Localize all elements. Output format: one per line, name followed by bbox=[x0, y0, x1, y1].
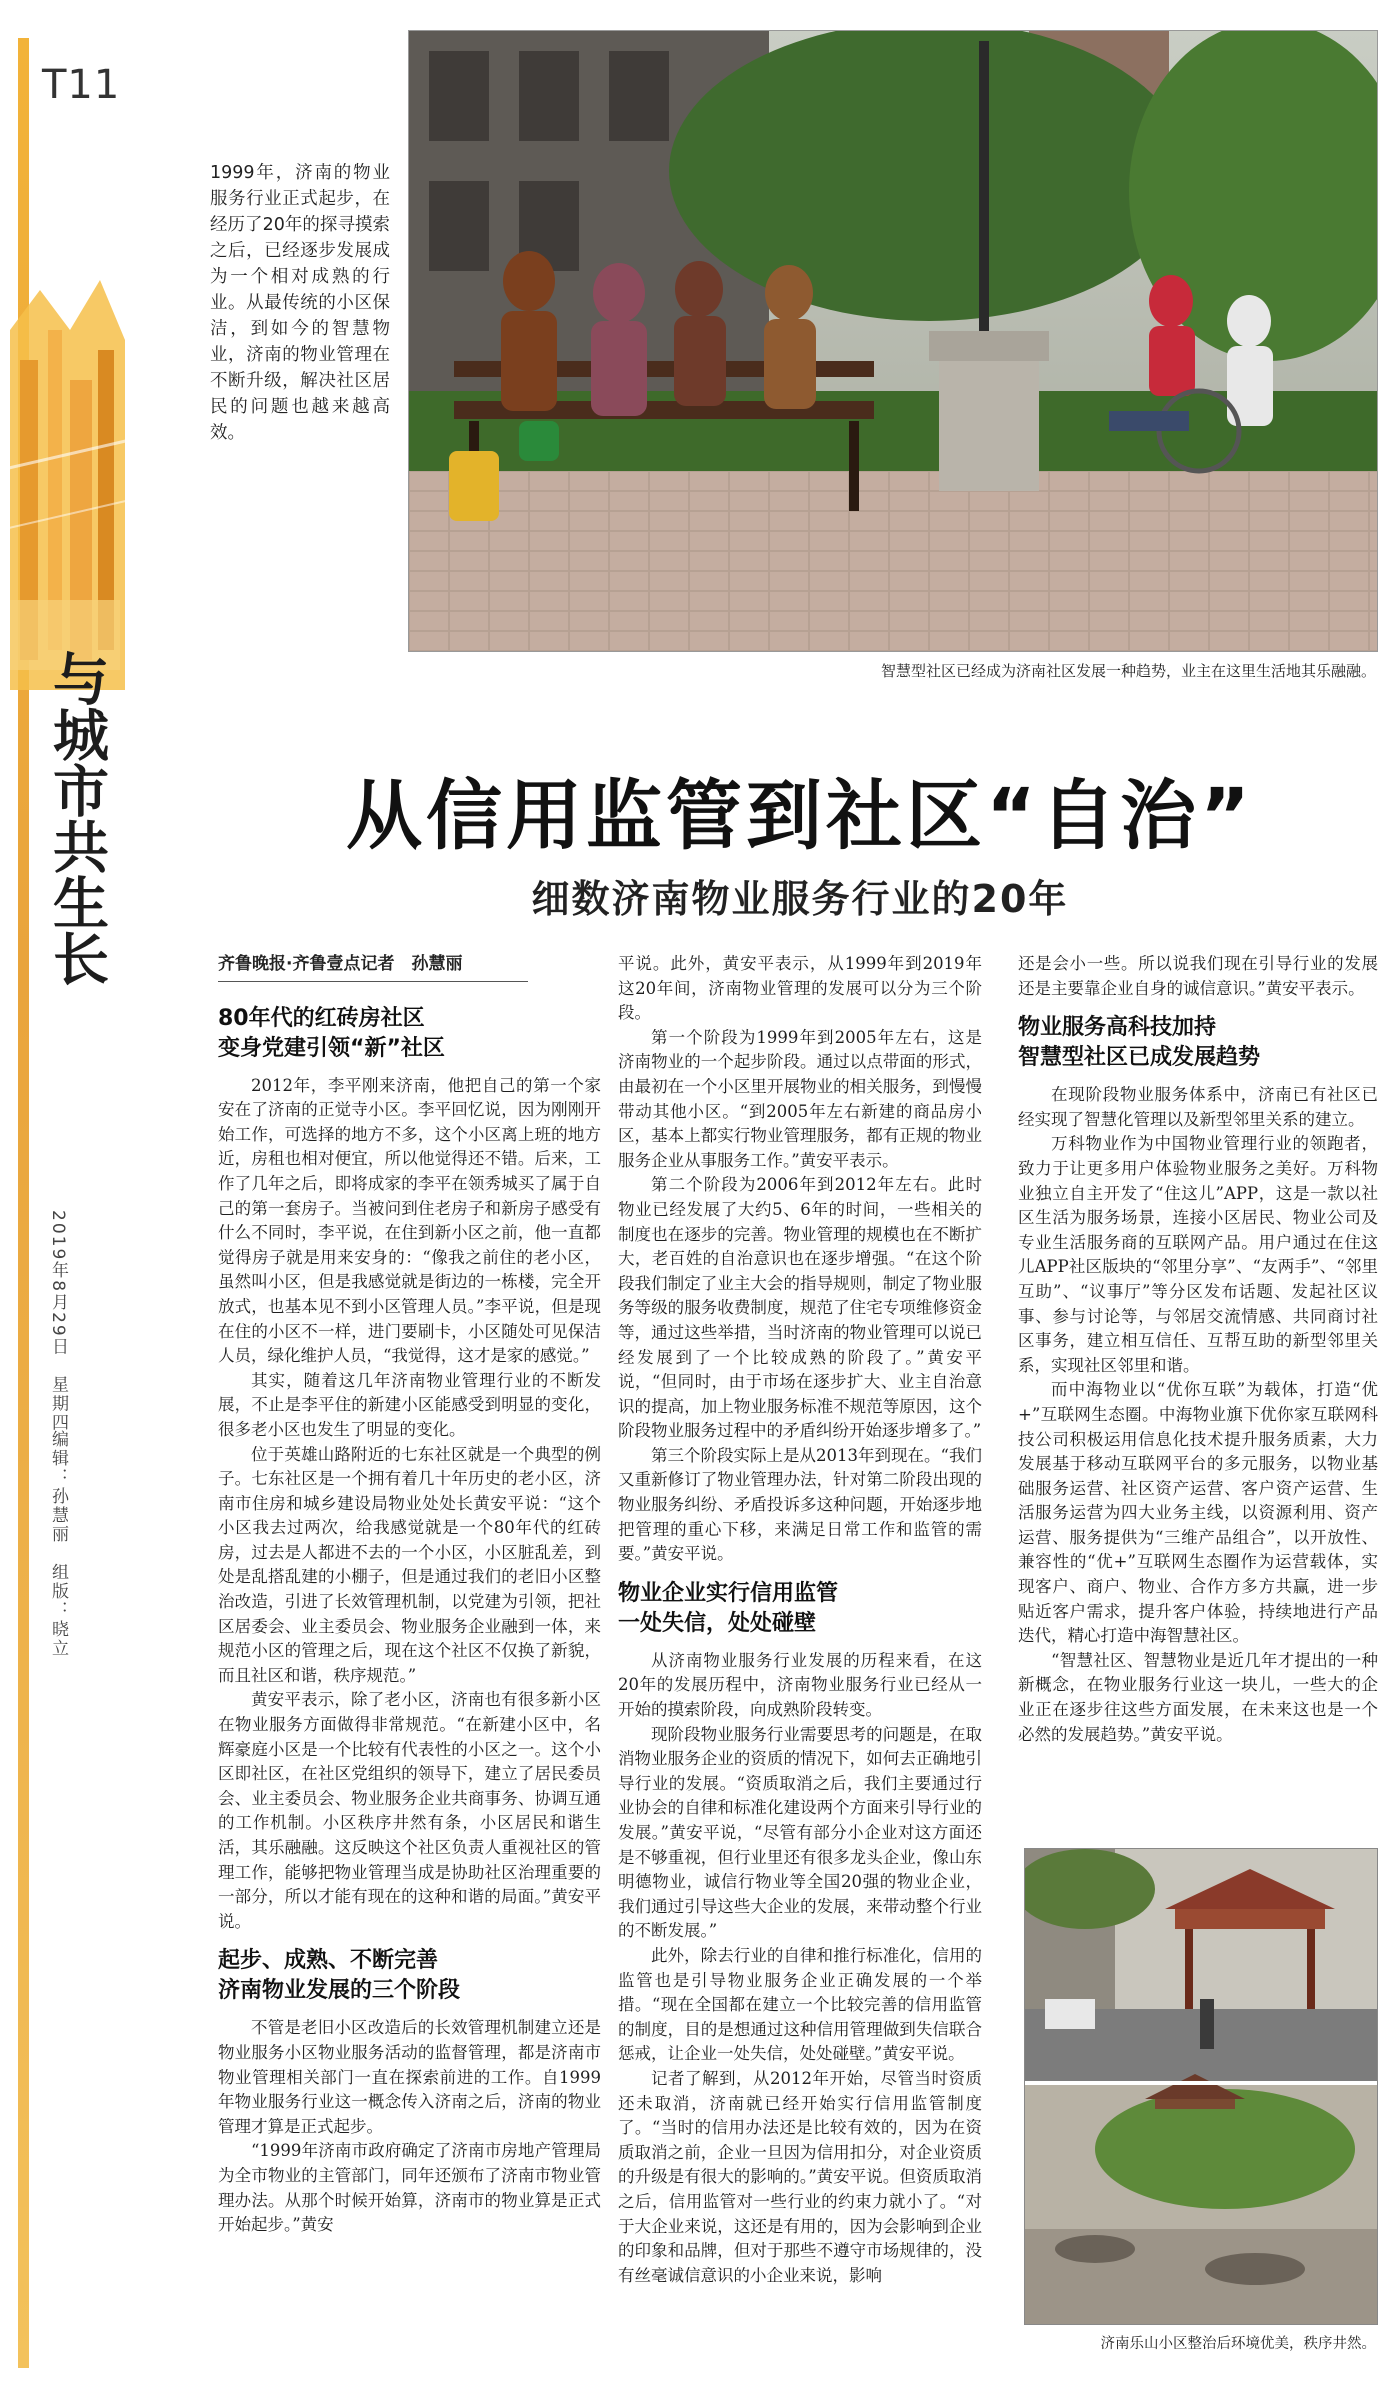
section-heading: 起步、成熟、不断完善 济南物业发展的三个阶段 bbox=[218, 1948, 461, 2004]
byline: 齐鲁晚报·齐鲁壹点记者 孙慧丽 bbox=[218, 952, 528, 982]
paragraph: 第一个阶段为1999年到2005年左右，这是济南物业的一个起步阶段。通过以点带面的形式，由最初在一个小区里开展物业的相关服务，到慢慢带动其他小区。“到2005年左右新建的商品房小区，基本上都实行物业管理服务，都有正规的物业服务企业从事服务工作。”黄安平表示。 bbox=[618, 1027, 982, 1170]
section-heading: 物业服务高科技加持 智慧型社区已成发展趋势 bbox=[1018, 1015, 1261, 1071]
paragraph: 此外，除去行业的自律和推行标准化，信用的监管也是引导物业服务企业正确发展的一个举措。“现在全国都在建立一个比较完善的信用监管的制度，目的是想通过这种信用管理做到失信联合惩戒，让企业一处失信，处处碰壁。”黄安平说。 bbox=[618, 1945, 982, 2064]
paragraph: 在现阶段物业服务体系中，济南已有社区已经实现了智慧化管理以及新型邻里关系的建立。 bbox=[1018, 1085, 1378, 1129]
paragraph: 第二个阶段为2006年到2012年左右。此时物业已经发展了大约5、6年的时间，一些相关的制度也在逐步的完善。物业管理的规模也在不断扩大，老百姓的自治意识也在逐步增强。“在这个阶段我们制定了业主大会的指导规则，制定了物业服务等级的服务收费制度，规范了住宅专项维修资金等，通过这些举措，当时济南的物业管理可以说已经发展到了一个比较成熟的阶段了。”黄安平说，“但同时，由于市场在逐步扩大、业主自治意识的提高，加上物业服务标准不规范等原因，这个阶段物业服务过程中的矛盾纠纷开始逐步增多了。” bbox=[618, 1175, 982, 1441]
paragraph: “1999年济南市政府确定了济南市房地产管理局为全市物业的主管部门，同年还颁布了济南市物业管理办法。从那个时候开始算，济南市的物业算是正式开始起步。”黄安 bbox=[218, 2141, 601, 2235]
top-photo-caption: 智慧型社区已经成为济南社区发展一种趋势，业主在这里生活地其乐融融。 bbox=[880, 662, 1376, 680]
paragraph: “智慧社区、智慧物业是近几年才提出的一种新概念，在物业服务行业这一块儿，一些大的企业正在逐步往这些方面发展，在未来这也是一个必然的发展趋势。”黄安平说。 bbox=[1018, 1650, 1378, 1744]
paragraph: 万科物业作为中国物业管理行业的领跑者，致力于让更多用户体验物业服务之美好。万科物业独立自主开发了“住这儿”APP，这是一款以社区生活为服务场景，连接小区居民、物业公司及专业生活服务商的互联网产品。用户通过在住这儿APP社区版块的“邻里分享”、“友两手”、“邻里互助”、“议事厅”等分区发布话题、发起社区议事、参与讨论等，与邻居交流情感、共同商讨社区事务，建立相互信任、互帮互助的新型邻里关系，实现社区邻里和谐。 bbox=[1018, 1134, 1378, 1375]
column-1 bbox=[218, 952, 601, 2238]
paragraph: 其实，随着这几年济南物业管理行业的不断发展，不止是李平住的新建小区能感受到明显的变化，很多老小区也发生了明显的变化。 bbox=[218, 1370, 601, 1439]
paragraph: 现阶段物业服务行业需要思考的问题是，在取消物业服务企业的资质的情况下，如何去正确地引导行业的发展。“资质取消之后，我们主要通过行业协会的自律和标准化建设两个方面来引导行业的发展。”黄安平说，“尽管有部分小企业对这方面还是不够重视，但行业里还有很多龙头企业，像山东明德物业，诚信行物业等全国20强的物业企业，我们通过引导这些大企业的发展，来带动整个行业的不断发展。” bbox=[618, 1724, 982, 1941]
column-2 bbox=[618, 952, 982, 2288]
intro-text: 1999年，济南的物业服务行业正式起步，在经历了20年的探寻摸索之后，已经逐步发展成为一个相对成熟的行业。从最传统的小区保洁，到如今的智慧物业，济南的物业管理在不断升级，解决社区居民的问题也越来越高效。 bbox=[210, 163, 390, 443]
column-3 bbox=[1018, 952, 1378, 1747]
page-number: T11 bbox=[42, 62, 121, 108]
section-title: 与城市共生长 bbox=[44, 650, 109, 986]
paragraph: 位于英雄山路附近的七东社区就是一个典型的例子。七东社区是一个拥有着几十年历史的老小区，济南市住房和城乡建设局物业处处长黄安平说：“这个小区我去过两次，给我感觉就是一个80年代的红砖房，过去是人都进不去的一个小区，小区脏乱差，到处是乱搭乱建的小棚子，但是通过我们的老旧小区整治改造，引进了长效管理机制，以党建为引领，把社区居委会、业主委员会、物业服务企业融到一体，来规范小区的管理之后，现在这个社区不仅换了新貌，而且社区和谐，秩序规范。” bbox=[218, 1444, 601, 1685]
paragraph: 而中海物业以“优你互联”为载体，打造“优+”互联网生态圈。中海物业旗下优你家互联网科技公司积极运用信息化技术提升服务质素，大力发展基于移动互联网平台的多元服务，以物业基础服务运营、社区资产运营、客户资产运营、生活服务运营为四大业务主线，以资源利用、资产运营、服务提供为“三维产品组合”，以开放性、兼容性的“优+”互联网生态圈作为运营载体，实现客户、商户、物业、合作方多方共赢，进一步贴近客户需求，提升客户体验，持续地进行产品迭代，精心打造中海智慧社区。 bbox=[1018, 1380, 1378, 1646]
top-photo bbox=[408, 30, 1378, 652]
paragraph: 记者了解到，从2012年开始，尽管当时资质还未取消，济南就已经开始实行信用监管制度了。“当时的信用办法还是比较有效的，因为在资质取消之前，企业一旦因为信用扣分，对企业资质的升级是有很大的影响的。”黄安平说。但资质取消之后，信用监管对一些行业的约束力就小了。“对于大企业来说，这还是有用的，因为会影响到企业的印象和品牌，但对于那些不遵守市场规律的，没有丝毫诚信意识的小企业来说，影响 bbox=[618, 2068, 982, 2285]
paragraph: 平说。此外，黄安平表示，从1999年到2019年这20年间，济南物业管理的发展可以分为三个阶段。 bbox=[618, 954, 982, 1023]
community-photo bbox=[1024, 1848, 1378, 2325]
paragraph: 第三个阶段实际上是从2013年到现在。“我们又重新修订了物业管理办法，针对第二阶段出现的物业服务纠纷、矛盾投诉多这种问题，开始逐步地把管理的重心下移，来满足日常工作和监管的需要。”黄安平说。 bbox=[618, 1445, 982, 1564]
paragraph: 从济南物业服务行业发展的历程来看，在这20年的发展历程中，济南物业服务行业已经从一开始的摸索阶段，向成熟阶段转变。 bbox=[618, 1650, 982, 1720]
headline: 从信用监管到社区“自治” bbox=[346, 771, 1254, 860]
paragraph: 黄安平表示，除了老小区，济南也有很多新小区在物业服务方面做得非常规范。“在新建小区中，名辉豪庭小区是一个比较有代表性的小区之一。这个小区即社区，在社区党组织的领导下，建立了居民委员会、业主委员会、物业服务企业共商事务、协调互通的工作机制。小区秩序井然有条，小区居民和谐生活，其乐融融。这反映这个社区负责人重视社区的管理工作，能够把物业管理当成是协助社区治理重要的一部分，所以才能有现在的这种和谐的局面。”黄安平说。 bbox=[218, 1690, 601, 1931]
section-heading: 80年代的红砖房社区 变身党建引领“新”社区 bbox=[218, 1005, 445, 1061]
paragraph: 不管是老旧小区改造后的长效管理机制建立还是物业服务小区物业服务活动的监督管理，都是济南市物业管理相关部门一直在探索前进的工作。自1999年物业服务行业这一概念传入济南之后，济南的物业管理才算是正式起步。 bbox=[218, 2018, 601, 2136]
paragraph: 2012年，李平刚来济南，他把自己的第一个家安在了济南的正觉寺小区。李平回忆说，因为刚刚开始工作，可选择的地方不多，这个小区离上班的地方近，房租也相对便宜，所以他觉得还不错。后来，工作了几年之后，即将成家的李平在领秀城买了属于自己的第一套房子。当被问到住老房子和新房子感受有什么不同时，李平说，在住到新小区之前，他一直都觉得房子就是用来安身的：“像我之前住的老小区，虽然叫小区，但是我感觉就是街边的一栋楼，完全开放式，也基本见不到小区管理人员。”李平说，但是现在住的小区不一样，进门要刷卡，小区随处可见保洁人员，绿化维护人员，“我觉得，这才是家的感觉。” bbox=[218, 1075, 601, 1366]
editor-credit: 编辑：孙慧丽 组版：晓立 bbox=[48, 1430, 68, 1658]
subheadline: 细数济南物业服务行业的20年 bbox=[531, 877, 1069, 921]
paragraph: 还是会小一些。所以说我们现在引导行业的发展还是主要靠企业自身的诚信意识。”黄安平表示。 bbox=[1018, 954, 1378, 998]
issue-date: 2019年8月29日 星期四 bbox=[48, 1210, 68, 1433]
community-photo-caption: 济南乐山小区整治后环境优美，秩序井然。 bbox=[1100, 2336, 1376, 2352]
section-heading: 物业企业实行信用监管 一处失信，处处碰壁 bbox=[618, 1580, 839, 1636]
city-skyline-illustration bbox=[0, 270, 130, 690]
